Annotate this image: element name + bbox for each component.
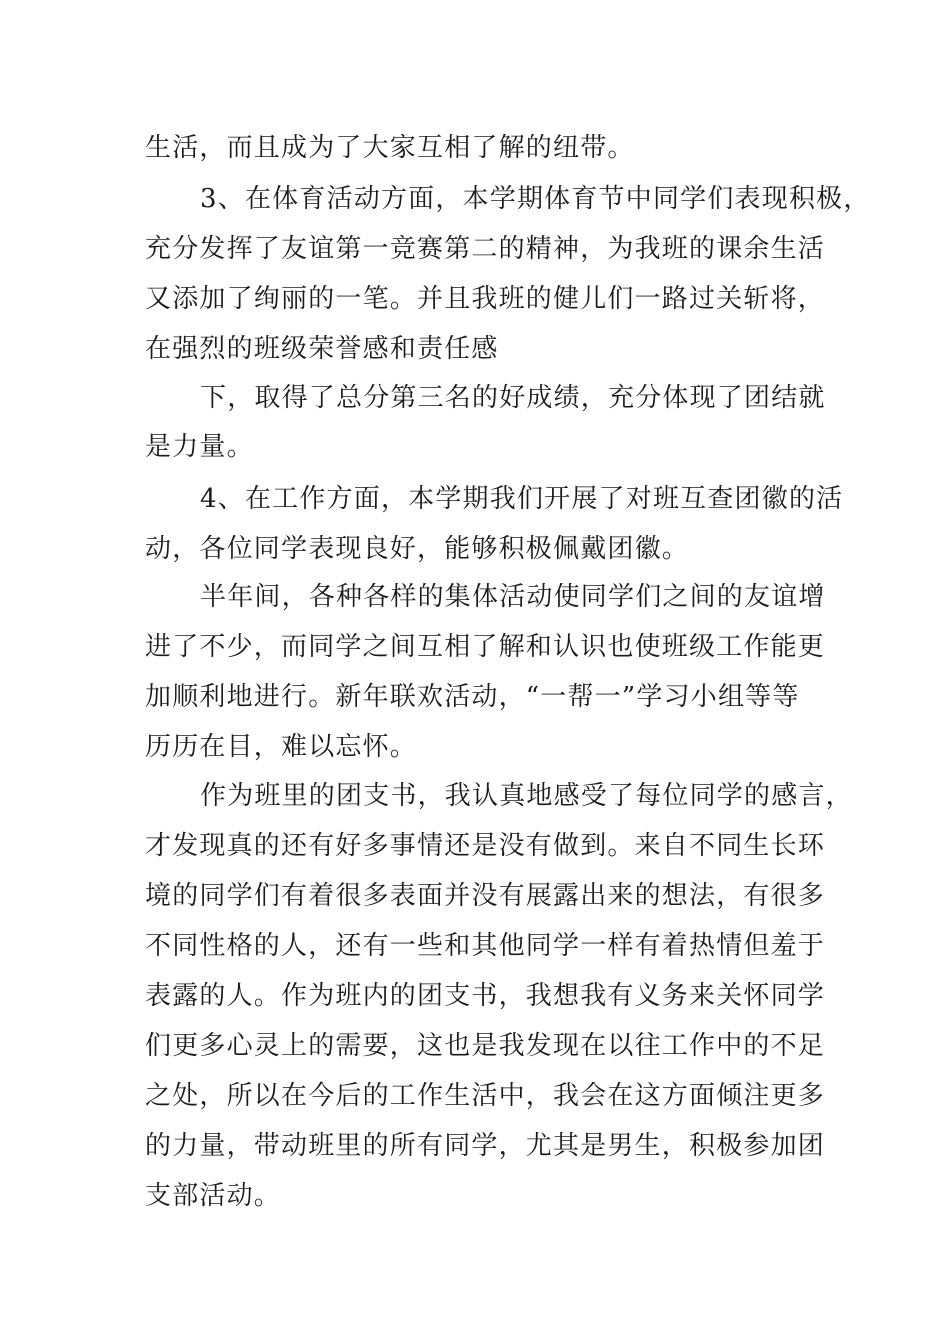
text-line: 们更多心灵上的需要，这也是我发现在以往工作中的不足 — [145, 1031, 826, 1061]
text-line: 是力量。 — [145, 432, 254, 462]
text-line: 境的同学们有着很多表面并没有展露出来的想法，有很多 — [145, 881, 826, 911]
text-line: 在强烈的班级荣誉感和责任感 — [145, 334, 499, 364]
text-line: 不同性格的人，还有一些和其他同学一样有着热情但羞于 — [145, 931, 826, 961]
paragraph-secretary-start: 作为班里的团支书，我认真地感受了每位同学的感言， — [200, 781, 853, 811]
text-line: 充分发挥了友谊第一竞赛第二的精神，为我班的课余生活 — [145, 234, 826, 264]
text-line: 的力量，带动班里的所有同学，尤其是男生，积极参加团 — [145, 1131, 826, 1161]
text-line: 支部活动。 — [145, 1181, 282, 1211]
text-line: 历历在目，难以忘怀。 — [145, 732, 418, 762]
text-line: 加顺利地进行。新年联欢活动，“一帮一”学习小组等等 — [145, 682, 800, 712]
paragraph-work-start: 4、在工作方面，本学期我们开展了对班互查团徽的活 — [200, 484, 844, 514]
text-line: 之处，所以在今后的工作生活中，我会在这方面倾注更多 — [145, 1081, 826, 1111]
text-line: 表露的人。作为班内的团支书，我想我有义务来关怀同学 — [145, 981, 826, 1011]
text-line: 又添加了绚丽的一笔。并且我班的健儿们一路过关斩将， — [145, 284, 826, 314]
text-line: 生活，而且成为了大家互相了解的纽带。 — [145, 133, 635, 163]
text-line: 才发现真的还有好多事情还是没有做到。来自不同生长环 — [145, 831, 826, 861]
paragraph-sports-start: 3、在体育活动方面，本学期体育节中同学们表现积极， — [200, 184, 871, 214]
text-line: 进了不少，而同学之间互相了解和认识也使班级工作能更 — [145, 632, 826, 662]
text-line: 下，取得了总分第三名的好成绩，充分体现了团结就 — [200, 383, 826, 413]
text-line: 动，各位同学表现良好，能够积极佩戴团徽。 — [145, 534, 690, 564]
paragraph-half-year-start: 半年间，各种各样的集体活动使同学们之间的友谊增 — [200, 582, 826, 612]
